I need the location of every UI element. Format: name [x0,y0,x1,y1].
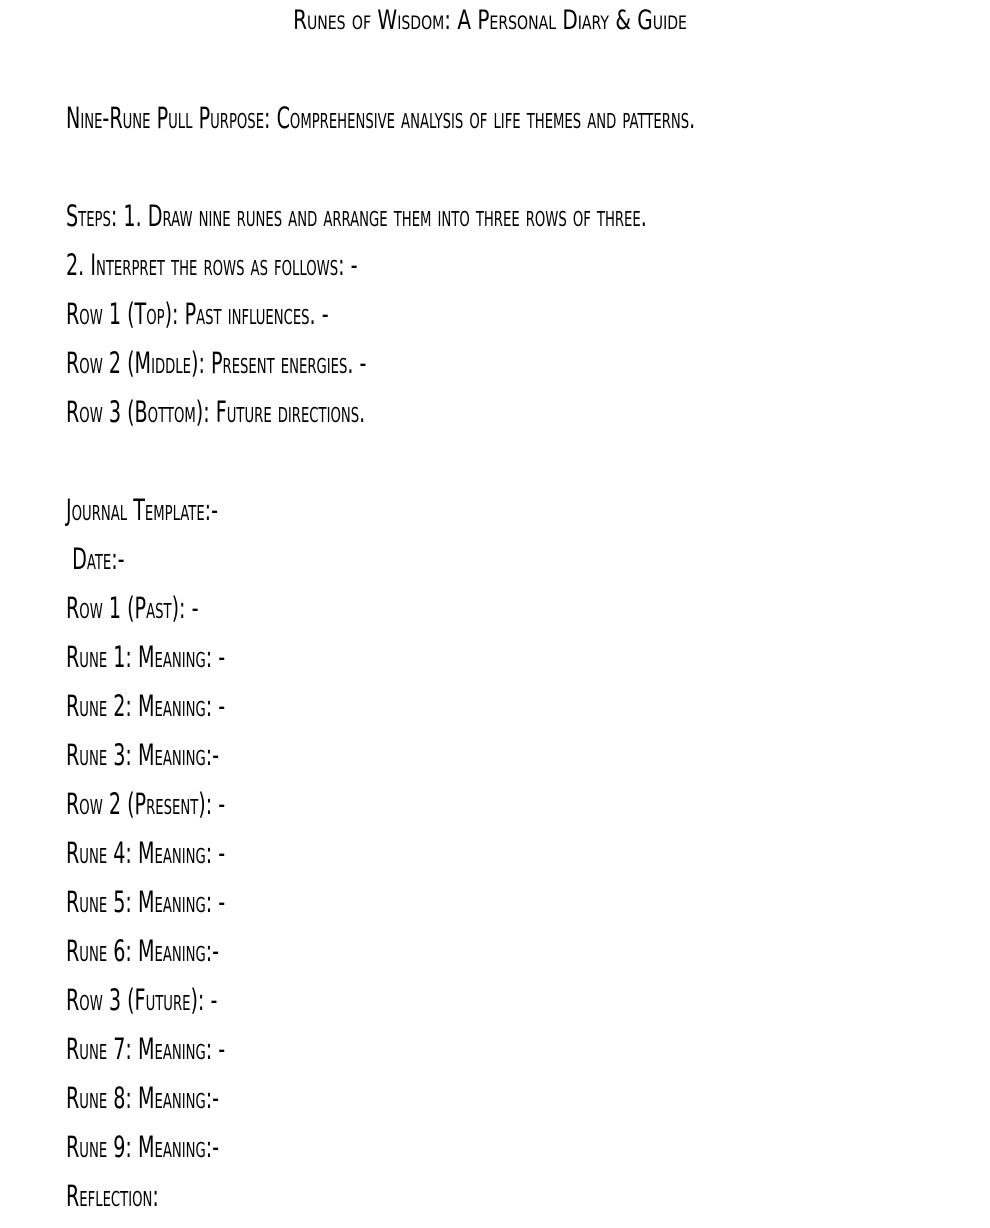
steps-line-3: Row 1 (Top): Past influences. - [66,297,329,331]
template-rune-1: Rune 1: Meaning: - [66,640,226,674]
template-reflection: Reflection: [66,1179,159,1213]
template-date: Date:- [66,542,125,576]
template-rune-5: Rune 5: Meaning: - [66,885,226,919]
template-rune-9: Rune 9: Meaning:- [66,1130,220,1164]
template-rune-8: Rune 8: Meaning:- [66,1081,220,1115]
template-rune-6: Rune 6: Meaning:- [66,934,220,968]
template-rune-3: Rune 3: Meaning:- [66,738,220,772]
template-heading: Journal Template:- [66,493,219,527]
template-row-1: Row 1 (Past): - [66,591,199,625]
steps-line-5: Row 3 (Bottom): Future directions. [66,395,366,429]
template-rune-2: Rune 2: Meaning: - [66,689,226,723]
purpose-line: Nine-Rune Pull Purpose: Comprehensive analysis of life themes and patterns. [66,101,696,135]
steps-line-2: 2. Interpret the rows as follows: - [66,248,358,282]
template-row-3: Row 3 (Future): - [66,983,218,1017]
steps-line-1: Steps: 1. Draw nine runes and arrange them into three rows of three. [66,199,647,233]
template-rune-4: Rune 4: Meaning: - [66,836,226,870]
document-title: Runes of Wisdom: A Personal Diary & Guide [293,5,687,36]
template-rune-7: Rune 7: Meaning: - [66,1032,226,1066]
template-row-2: Row 2 (Present): - [66,787,226,821]
steps-line-4: Row 2 (Middle): Present energies. - [66,346,367,380]
